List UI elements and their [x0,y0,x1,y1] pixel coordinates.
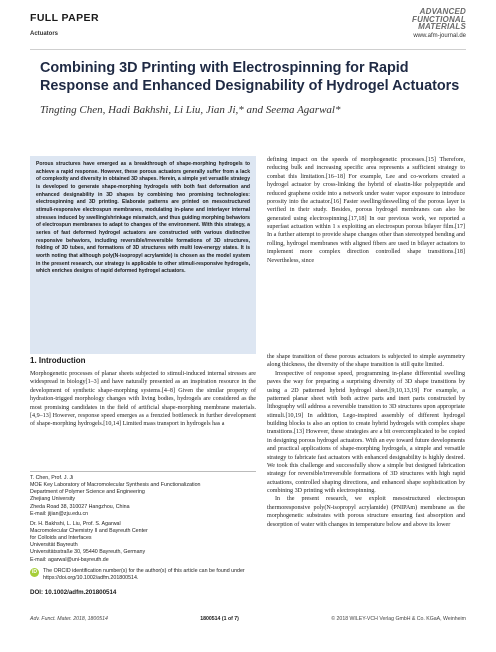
footer-copyright: © 2018 WILEY-VCH Verlag GmbH & Co. KGaA, Weinheim [331,616,466,622]
affiliation-2: Dr. H. Bakhshi, L. Liu, Prof. S. Agarwal Macromolecular Chemistry II and Bayreuth Center for Colloids and Interfaces Universität Bayreuth Universitätsstraße 30, 95440 Bayreuth, Germany E-mail: agarwal@uni-bayreuth.de [30,520,148,563]
affiliations [30,475,256,567]
author-list: Tingting Chen, Hadi Bakhshi, Li Liu, Jian Ji,* and Seema Agarwal* [40,104,341,116]
journal-masthead [412,8,466,39]
footnote-divider [30,471,256,472]
intro-paragraph: Morphogenetic processes of planar sheets subjected to stimuli-induced internal stresses are widespread in biology[1–3] and have naturally presented as an inspiration resource in the development of synthetic shape-morphing systems.[4–8] Given the similar property of hydration-trigged morphology changes with living bodies, hydrogels are considered as the most promising candidates in the field of artificial shape-morphing membrane materials.[4,9–13] However, response speed emerges as a frenzied bottleneck in further development of shape-morphing hydrogels.[10,14] Limited mass transport in hydrogels has a [30,371,256,428]
orcid-note-text[interactable]: The ORCID identification number(s) for the author(s) of this article can be found under https://doi.org/10.1002/adfm.201800514. [43,568,245,582]
affiliation-1: T. Chen, Prof. J. Ji MOE Key Laboratory of Macromolecular Synthesis and Functionalization Department of Polymer Science and Engineering Zhejiang University Zheda Road 38, 310027 Hangzhou, China E-mail: jijian@zju.edu.cn [30,475,201,517]
section-label: Actuators [30,31,59,37]
footer-citation: Adv. Funct. Mater. 2018, 1800514 [30,616,108,622]
running-header [30,12,99,37]
right-paragraph-2: Irrespective of response speed, programming in-plane differential swelling paves the way for preparing a surprising diversity of 3D shape transitions by using a 2D patterned hybrid hydrogel sheet.[9,10,13,19] For example, a patterned planar sheet with both active parts and inert parts constructed by lithography will address a reversible transition to 3D structures upon appropriate stimuli.[10,19] In addition, Lego-inspired assembly of different hydrogel building blocks is also an option to create hybrid hydrogels with complex shape transitions.[13] However, these strategies are a bit overcomplicated to be copied in designing porous hydrogel actuators. With an eye toward future developments and practical applications of shape-morphing hydrogels, a simple and versatile strategy to fabricate fast actuators with enhanced designability is highly desired. We took this challenge and successfully show a simple but designed fabrication strategy for reversible/irreversible formations of 3D structures with high rapid actuations, controlled shaping directions, and enhanced shape sophistication by combining 3D printing with electrospinning. [267,370,465,494]
doi-link[interactable]: DOI: 10.1002/adfm.201800514 [30,589,117,596]
right-paragraph-3: In the present research, we exploit mesostructured electrospun thermoresponsive poly(N-isopropyl acrylamide) (PNIPAm) membrane as the morphogenetic substrates with porous structure ensuring fast absorption and desorption of water with changes in temperature below and above its lower [267,496,465,528]
abstract-box: Porous structures have emerged as a breakthrough of shape-morphing hydrogels to achieve a rapid response. However, these porous actuators generally suffer from a lack of complexity and diversity in obtained 3D shapes. Herein, a simple yet versatile strategy is developed to generate shape-morphing hydrogels with both fast deformation and enhanced designability in 3D shapes by combining two promising technologies: electrospinning and 3D printing. Elaborate patterns are printed on mesostructured stimuli-responsive electrospun membranes, modulating in-plane and interlayer internal stresses induced by swelling/shrinkage mismatch, and thus guiding morphing behaviors of electrospun membranes to adapt to changes of the environment. With this strategy, a series of fast deformed hydrogel actuators are constructed with various distinctive responsive behaviors, including reversible/irreversible formations of 3D structures, folding of 3D tubes, and formations of 3D structures with multi low-energy states. It is worth noting that although poly(N-isopropyl acrylamide) is chosen as the model system in the present research, our strategy is applicable to other stimuli-responsive hydrogels, which enriches designs of rapid deformed hydrogel actuators. [30,156,256,354]
page-footer [30,616,466,622]
article-title: Combining 3D Printing with Electrospinning for Rapid Response and Enhanced Designability of Hydrogel Actuators [40,60,460,94]
footer-page-number: 1800514 (1 of 7) [200,616,239,622]
article-type-label: FULL PAPER [30,12,99,24]
right-column-top [267,156,465,265]
right-paragraph-1-cont: the shape transition of these porous actuators is subjected to simple asymmetry along thickness, the diversity of the shape transition is still quite limited. [267,354,465,369]
right-paragraph-1: defining impact on the speeds of morphogenetic processes.[15] Therefore, reducing bulk and increasing specific area represents a sufficient strategy to combat this limitation.[16–18] For example, Lee and co-workers created a hydrogel actuator by cross-linking the hybrid of elastin-like polypeptide and reduced graphene oxide into a network under water vapor exposure to introduce porosity into the actuator.[16] Faster swelling/deswelling of the porous layer is verified in their study. Besides, porous hydrogel membranes can also be generated using electrospinning.[17,18] In our previous work, we reported a superfast actuation within 1 s exploiting an electrospun porous bilayer film.[17] In a further attempt to provide shape changes other than stereotyped bending and rolling, hydrogel membranes with aligned fibers are used in bilayer actuators to implement more complex direction controlled shape transitions.[18] Nevertheless, since [267,157,465,264]
intro-heading: 1. Introduction [30,356,86,365]
orcid-note [30,568,256,582]
right-column-bottom [267,353,465,529]
orcid-icon: iD [32,569,37,575]
journal-logo: ADVANCED FUNCTIONAL MATERIALS [412,7,466,32]
header-divider [30,49,466,50]
journal-website-link[interactable]: www.afm-journal.de [413,32,466,39]
